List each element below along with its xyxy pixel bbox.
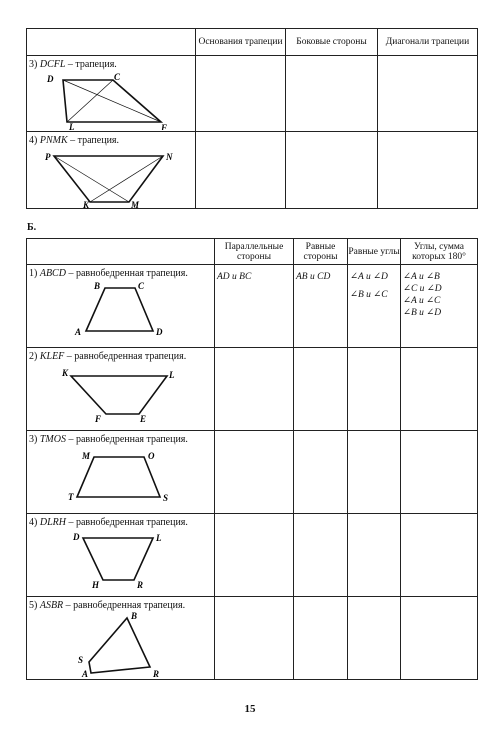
answer-cell[interactable] [378, 132, 478, 209]
answer-cell[interactable] [294, 514, 348, 597]
svg-text:N: N [166, 152, 173, 162]
answer-cell[interactable] [401, 514, 478, 597]
trapezoid-cell-abcd [27, 265, 215, 348]
svg-text:E: E [140, 414, 147, 424]
header-angles-sum-180: Углы, сумма которых 180° [401, 239, 478, 265]
table-row [27, 132, 478, 209]
table-row [27, 514, 478, 597]
svg-text:L: L [156, 533, 162, 543]
table-b [26, 238, 478, 680]
table-row [27, 348, 478, 431]
answer-line: ∠A и ∠C [403, 296, 441, 306]
svg-text:M: M [131, 200, 140, 208]
answer-cell[interactable] [286, 56, 378, 132]
answer-cell[interactable] [348, 597, 401, 680]
header-lateral-sides: Боковые стороны [286, 29, 378, 56]
svg-text:S: S [78, 655, 84, 665]
svg-text:K: K [62, 368, 69, 378]
trapezoid-caption: 5) ASBR – равнобедренная трапеция. [29, 600, 186, 611]
table-b-header-blank [27, 239, 215, 265]
answer-cell[interactable] [401, 348, 478, 431]
answer-equal-sides[interactable]: AB и CD [294, 265, 348, 348]
header-equal-sides: Равные стороны [294, 239, 348, 265]
header-bases: Основания трапеции [196, 29, 286, 56]
header-parallel-sides: Параллельные стороны [215, 239, 294, 265]
svg-text:C: C [138, 281, 145, 291]
answer-cell[interactable] [401, 431, 478, 514]
header-diagonals: Диагонали трапеции [378, 29, 478, 56]
answer-cell[interactable] [294, 597, 348, 680]
trapezoid-figure-dlrh [27, 528, 214, 594]
svg-text:A: A [82, 669, 89, 677]
svg-text:R: R [137, 580, 144, 590]
answer-line: ∠A и ∠B [403, 272, 440, 282]
answer-parallel-sides[interactable]: AD и BC [215, 265, 294, 348]
svg-text:T: T [68, 492, 74, 502]
answer-cell[interactable] [196, 56, 286, 132]
header-equal-angles: Равные углы [348, 239, 401, 265]
answer-cell[interactable] [348, 348, 401, 431]
table-row [27, 56, 478, 132]
answer-cell[interactable] [215, 348, 294, 431]
answer-cell[interactable] [378, 56, 478, 132]
trapezoid-caption: 3) TMOS – равнобедренная трапеция. [29, 434, 188, 445]
trapezoid-cell-tmos [27, 431, 215, 514]
answer-cell[interactable] [348, 514, 401, 597]
svg-text:K: K [83, 200, 90, 208]
svg-text:B: B [131, 611, 138, 621]
page-number: 15 [244, 703, 256, 715]
answer-cell[interactable] [215, 514, 294, 597]
trapezoid-caption: 4) PNMK – трапеция. [29, 135, 120, 146]
answer-cell[interactable] [294, 431, 348, 514]
trapezoid-cell-klef [27, 348, 215, 431]
trapezoid-cell-dlrh [27, 514, 215, 597]
trapezoid-figure-abcd [27, 279, 214, 345]
answer-cell[interactable] [286, 132, 378, 209]
svg-text:C: C [114, 72, 121, 82]
table-a [26, 28, 478, 209]
answer-cell[interactable] [215, 597, 294, 680]
trapezoid-figure-klef [27, 362, 214, 428]
table-a-header-blank [27, 29, 196, 56]
svg-text:F: F [161, 123, 168, 130]
answer-cell[interactable] [215, 431, 294, 514]
svg-text:D: D [156, 327, 163, 337]
answer-cell[interactable] [348, 431, 401, 514]
table-row [27, 431, 478, 514]
answer-line: ∠C и ∠D [403, 284, 442, 294]
svg-text:S: S [163, 493, 169, 503]
svg-text:O: O [148, 451, 155, 461]
svg-text:L: L [169, 370, 175, 380]
answer-cell[interactable] [401, 597, 478, 680]
answer-equal-angles[interactable] [348, 265, 401, 348]
trapezoid-caption: 4) DLRH – равнобедренная трапеция. [29, 517, 188, 528]
trapezoid-caption: 3) DCFL – трапеция. [29, 59, 117, 70]
svg-text:M: M [82, 451, 91, 461]
trapezoid-figure-dcfl [27, 70, 195, 130]
svg-text:R: R [153, 669, 160, 677]
answer-line: ∠B и ∠D [403, 308, 442, 318]
svg-text:L: L [69, 122, 75, 130]
svg-text:D: D [73, 532, 80, 542]
svg-text:H: H [92, 580, 100, 590]
svg-text:A: A [75, 327, 82, 337]
svg-text:D: D [47, 74, 54, 84]
svg-text:F: F [95, 414, 102, 424]
answer-angles-sum-180[interactable] [401, 265, 478, 348]
trapezoid-caption: 2) KLEF – равнобедренная трапеция. [29, 351, 187, 362]
trapezoid-figure-asbr [27, 611, 214, 677]
trapezoid-figure-pnmk [27, 146, 195, 208]
table-row [27, 265, 478, 348]
answer-cell[interactable] [294, 348, 348, 431]
table-b-header-row [27, 239, 478, 265]
table-a-header-row [27, 29, 478, 56]
trapezoid-cell-dcfl [27, 56, 196, 132]
trapezoid-cell-pnmk [27, 132, 196, 209]
table-row [27, 597, 478, 680]
trapezoid-figure-tmos [27, 445, 214, 511]
svg-text:B: B [94, 281, 101, 291]
answer-cell[interactable] [196, 132, 286, 209]
answer-line: ∠B и ∠C [350, 290, 388, 300]
svg-text:P: P [45, 152, 51, 162]
answer-line: ∠A и ∠D [350, 272, 388, 282]
trapezoid-caption: 1) ABCD – равнобедренная трапеция. [29, 268, 188, 279]
trapezoid-cell-asbr [27, 597, 215, 680]
section-b-label: Б. [27, 222, 37, 233]
